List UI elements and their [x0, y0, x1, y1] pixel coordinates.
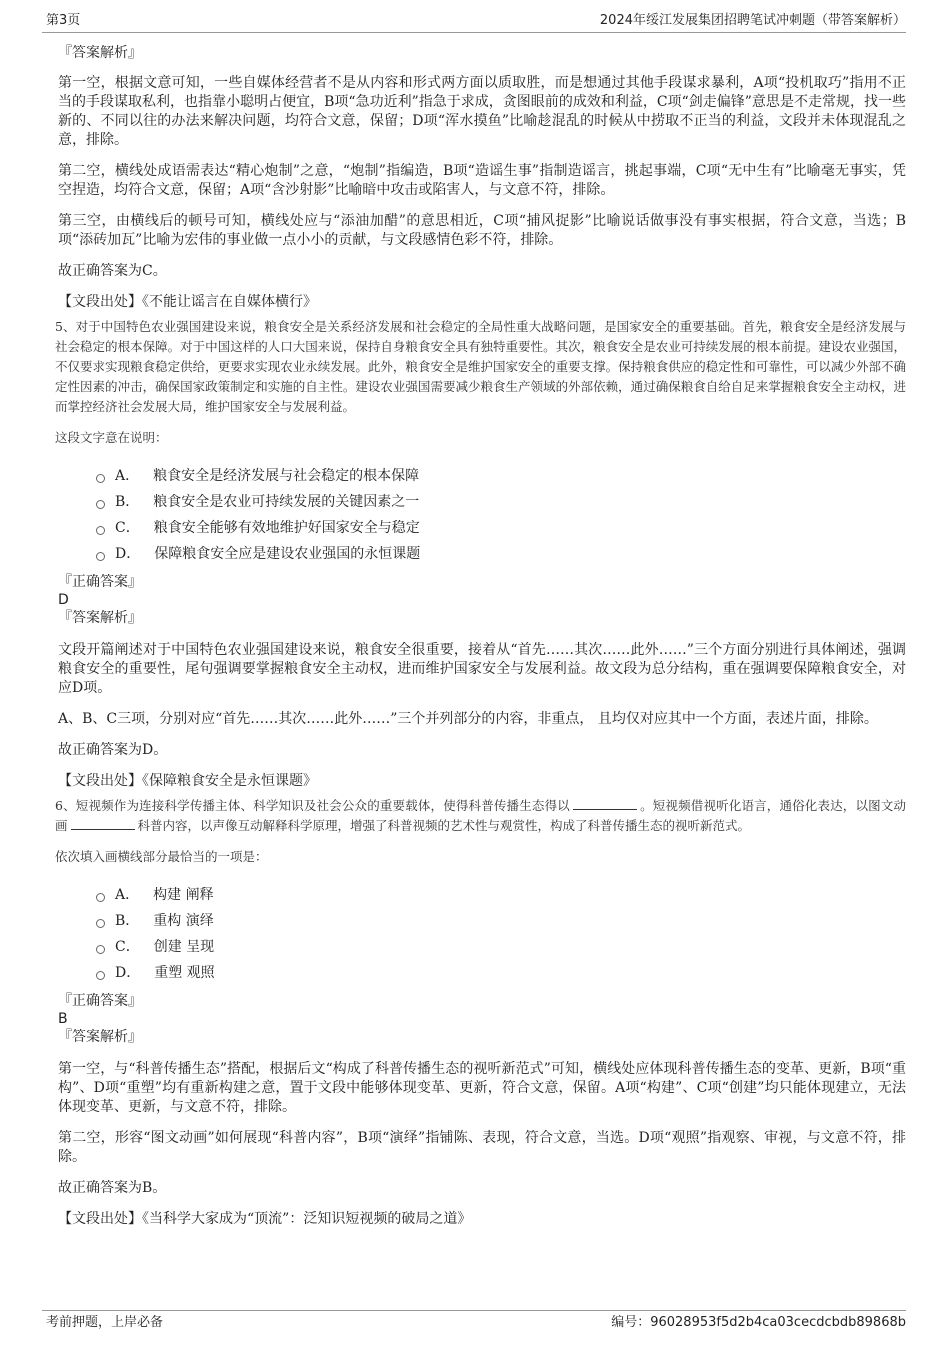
q5-option-d[interactable] — [96, 541, 906, 567]
option-letter: D． — [115, 965, 141, 981]
page-footer — [42, 1310, 906, 1333]
radio-icon[interactable] — [96, 474, 105, 483]
radio-icon[interactable] — [96, 971, 105, 980]
option-text: 保障粮食安全应是建设农业强国的永恒课题 — [154, 546, 421, 562]
option-letter: B． — [115, 913, 140, 929]
radio-icon[interactable] — [96, 552, 105, 561]
blank-line-2 — [71, 817, 135, 830]
option-text: 重构 演绎 — [153, 913, 214, 929]
q6-text-a: 6、短视频作为连接科学传播主体、科学知识及社会公众的重要载体，使得科普传播生态得以 — [55, 798, 570, 813]
q6-text-c: 科普内容，以声像互动解释科学原理，增强了科普视频的艺术性与观赏性，构成了科普传播生态的视听新范式。 — [137, 818, 751, 833]
q6-source: 【文段出处】《当科学大家成为“顶流”：泛知识短视频的破局之道》 — [58, 1211, 472, 1227]
option-letter: A． — [115, 468, 140, 484]
q5-answer: D — [58, 592, 69, 608]
q6-text-b: 。短视频借视听化语言，通俗化表达，以图文动画 — [55, 798, 906, 833]
q6-option-c[interactable] — [96, 934, 906, 960]
q5-answer-label: 『正确答案』 — [58, 574, 142, 590]
q5-option-a[interactable] — [96, 463, 906, 489]
q5-options — [96, 463, 906, 567]
blank-line-1 — [573, 797, 637, 810]
q5-analysis-p1: 文段开篇阐述对于中国特色农业强国建设来说，粮食安全很重要，接着从“首先……其次……此外……”三个方面分别进行具体阐述，强调粮食安全的重要性，尾句强调要掌握粮食安全主动权，进而维护国家安全与发展利益。故文段为总分结构，重在强调要保障粮食安全，对应D项。 — [58, 642, 906, 696]
q5-source: 【文段出处】《保障粮食安全是永恒课题》 — [58, 773, 317, 789]
q6-text — [55, 796, 906, 836]
page-number: 第3页 — [46, 13, 81, 28]
radio-icon[interactable] — [96, 919, 105, 928]
option-letter: C． — [115, 520, 140, 536]
option-text: 构建 阐释 — [153, 887, 214, 903]
q6-option-d[interactable] — [96, 960, 906, 986]
option-text: 创建 呈现 — [153, 939, 215, 955]
q5-option-c[interactable] — [96, 515, 906, 541]
q6-analysis-label: 『答案解析』 — [58, 1029, 142, 1045]
q6-option-b[interactable] — [96, 908, 906, 934]
option-letter: C． — [115, 939, 140, 955]
option-text: 粮食安全是农业可持续发展的关键因素之一 — [153, 494, 420, 510]
q4-conclusion: 故正确答案为C。 — [58, 263, 167, 279]
q6-analysis-p1: 第一空，与“科普传播生态”搭配，根据后文“构成了科普传播生态的视听新范式”可知，横线处应体现科普传播生态的变革、更新，B项“重构”、D项“重塑”均有重新构建之意，置于文段中能够体现变革、更新，符合文意，保留。A项“构建”、C项“创建”均只能体现建立，无法体现变革、更新，与文意不符，排除。 — [58, 1061, 906, 1115]
q5-text: 5、对于中国特色农业强国建设来说，粮食安全是关系经济发展和社会稳定的全局性重大战略问题，是国家安全的重要基础。首先，粮食安全是经济发展与社会稳定的根本保障。对于中国这样的人口大国来说，保持自身粮食安全具有独特重要性。其次，粮食安全是农业可持续发展的根本前提。建设农业强国，不仅要求实现粮食稳定供给，更要求实现农业永续发展。此外，粮食安全是维护国家安全的重要支撑。保持粮食供应的稳定性和可靠性，可以减少外部不确定性因素的冲击，确保国家政策制定和实施的自主性。建设农业强国需要减少粮食生产领域的外部依赖，通过确保粮食自给自足来掌握粮食安全主动权，进而掌控经济社会发展大局，维护国家安全与发展利益。 — [55, 319, 906, 414]
q5-analysis-p2: A、B、C三项，分别对应“首先……其次……此外……”三个并列部分的内容，非重点， 且均仅对应其中一个方面，表述片面，排除。 — [58, 711, 878, 727]
q6-conclusion: 故正确答案为B。 — [58, 1180, 167, 1196]
footer-slogan: 考前押题，上岸必备 — [46, 1315, 164, 1330]
option-letter: A． — [115, 887, 140, 903]
radio-icon[interactable] — [96, 893, 105, 902]
q5-conclusion: 故正确答案为D。 — [58, 742, 168, 758]
page-content — [55, 44, 906, 1234]
q5-prompt: 这段文字意在说明： — [55, 430, 168, 445]
q6-analysis-p2: 第二空，形容“图文动画”如何展现“科普内容”，B项“演绎”指铺陈、表现，符合文意，当选。D项“观照”指观察、审视，与文意不符，排除。 — [58, 1130, 906, 1165]
q4-analysis-p3: 第三空，由横线后的顿号可知，横线处应与“添油加醋”的意思相近，C项“捕风捉影”比喻说话做事没有事实根据，符合文意，当选；B项“添砖加瓦”比喻为宏伟的事业做一点小小的贡献，与文段感情色彩不符，排除。 — [58, 213, 906, 248]
q5-analysis-label: 『答案解析』 — [58, 610, 142, 626]
document-title: 2024年绥江发展集团招聘笔试冲刺题（带答案解析） — [599, 13, 906, 28]
radio-icon[interactable] — [96, 945, 105, 954]
q4-analysis-p2: 第二空，横线处成语需表达“精心炮制”之意，“炮制”指编造，B项“造谣生事”指制造谣言，挑起事端，C项“无中生有”比喻毫无事实，凭空捏造，均符合文意，保留；A项“含沙射影”比喻暗中攻击或陷害人，与文意不符，排除。 — [58, 163, 906, 198]
q4-source: 【文段出处】《不能让谣言在自媒体横行》 — [58, 294, 317, 310]
q6-prompt: 依次填入画横线部分最恰当的一项是： — [55, 849, 268, 864]
q5-option-b[interactable] — [96, 489, 906, 515]
radio-icon[interactable] — [96, 500, 105, 509]
q6-options — [96, 882, 906, 986]
radio-icon[interactable] — [96, 526, 105, 535]
page-header — [42, 12, 906, 33]
option-text: 重塑 观照 — [154, 965, 215, 981]
option-letter: D． — [115, 546, 141, 562]
q4-analysis-p1: 第一空，根据文意可知，一些自媒体经营者不是从内容和形式两方面以质取胜，而是想通过其他手段谋求暴利，A项“投机取巧”指用不正当的手段谋取私利，也指靠小聪明占便宜，B项“急功近利”指急于求成，贪图眼前的成效和利益，C项“剑走偏锋”意思是不走常规，找一些新的、不同以往的办法来解决问题，均符合文意，保留；D项“浑水摸鱼”比喻趁混乱的时候从中捞取不正当的利益，文段并未体现混乱之意，排除。 — [58, 75, 906, 148]
document-id: 编号：96028953f5d2b4ca03cecdcbdb89868b — [611, 1315, 906, 1330]
q6-answer-label: 『正确答案』 — [58, 993, 142, 1009]
option-text: 粮食安全是经济发展与社会稳定的根本保障 — [153, 468, 420, 484]
q4-analysis-label: 『答案解析』 — [58, 45, 142, 61]
q6-option-a[interactable] — [96, 882, 906, 908]
option-letter: B． — [115, 494, 140, 510]
q6-answer: B — [58, 1011, 68, 1027]
option-text: 粮食安全能够有效地维护好国家安全与稳定 — [153, 520, 420, 536]
